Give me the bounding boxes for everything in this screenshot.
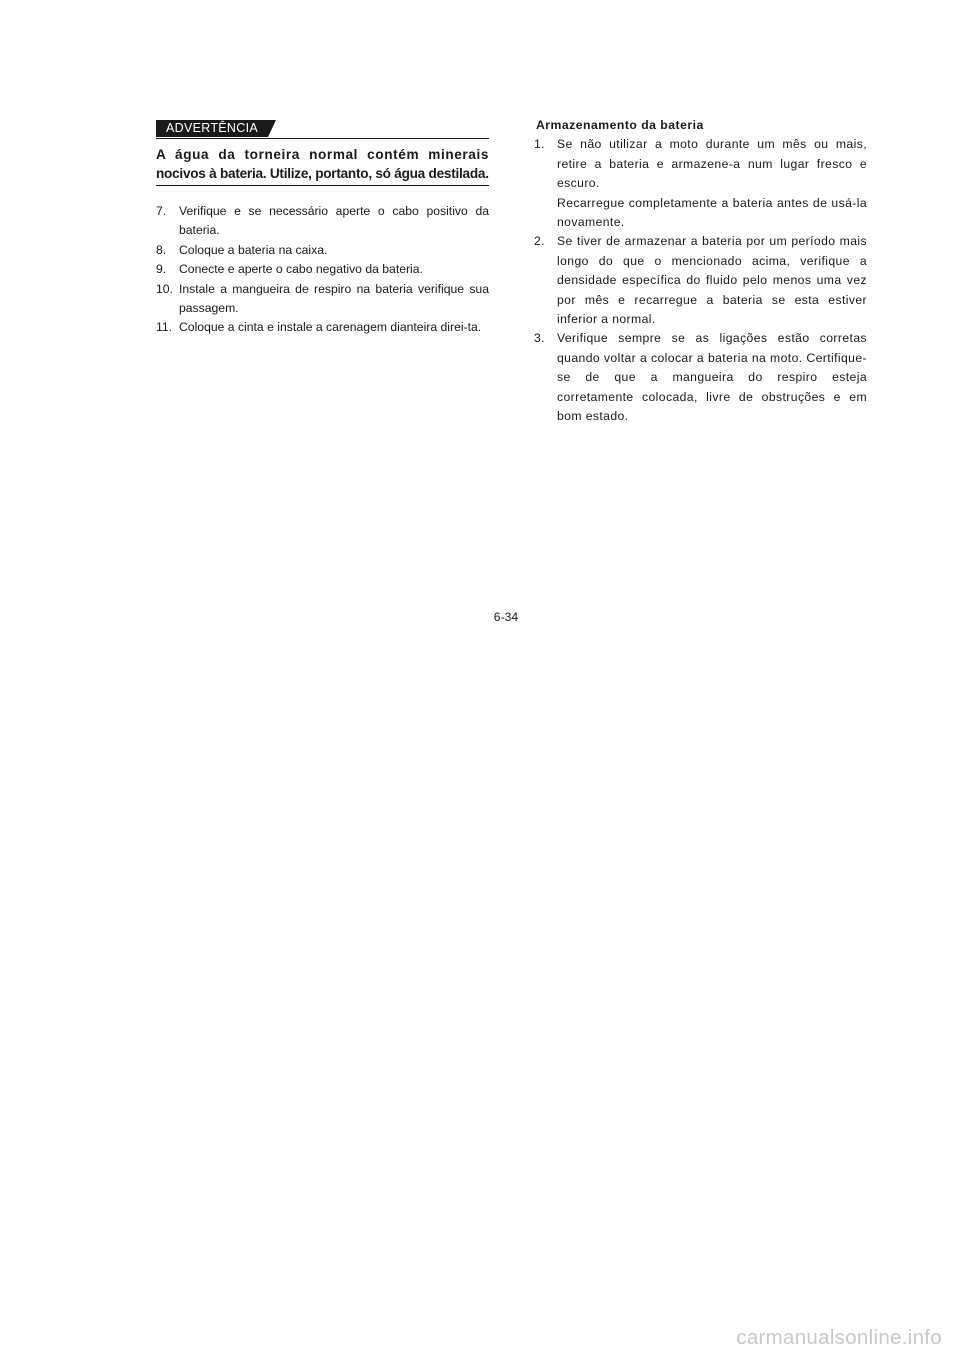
warning-line-1: A água da torneira normal contém minerais [156,147,489,162]
list-item [156,202,489,241]
storage-steps [534,135,867,426]
warning-header [156,116,489,139]
left-column [156,116,489,338]
list-item [156,280,489,319]
section-title: Armazenamento da bateria [536,118,704,132]
item-number: 3. [534,331,545,346]
item-text: Conecte e aperte o cabo negativo da bateria. [179,262,423,277]
item-text: Verifique e se necessário aperte o cabo positivo da bateria. [179,204,489,238]
installation-steps [156,202,489,338]
list-item [156,241,489,260]
item-number: 7. [156,204,167,218]
item-text: Coloque a cinta e instale a carenagem dianteira direi-ta. [179,320,482,335]
item-number: 2. [534,234,545,249]
item-number: 8. [156,242,167,257]
item-text: Coloque a bateria na caixa. [179,242,328,257]
list-item [534,329,867,426]
item-text: Se tiver de armazenar a bateria por um período mais longo do que o mencionado acima, verifique a densidade específica do fluido pelo menos uma vez por mês e recarregue a bateria se esta estiver inferior a normal. [557,234,867,327]
list-item [534,232,867,329]
item-text: Instale a mangueira de respiro na bateria verifique sua passagem. [179,281,489,316]
right-column [534,116,867,427]
item-number: 10. [156,281,173,296]
watermark: carmanualsonline.info [736,1326,942,1349]
page-number: 6-34 [493,610,519,624]
list-item [534,135,867,232]
warning-badge: ADVERTÊNCIA [156,120,268,137]
item-text: Verifique sempre se as ligações estão corretas quando voltar a colocar a bateria na moto. Certifique-se de que a mangueira do respiro esteja corretamente colocada, livre de obstruções e em bom estado. [557,331,867,424]
item-number: 1. [534,137,545,152]
warning-line-2: nocivos à bateria. Utilize, portanto, só água destilada. [156,166,489,181]
item-text: Se não utilizar a moto durante um mês ou mais, retire a bateria e armazene-a num lugar fresco e escuro. [557,137,867,191]
list-item [156,318,489,337]
item-text-continued: Recarregue completamente a bateria antes de usá-la novamente. [557,195,867,230]
list-item [156,260,489,279]
item-number: 9. [156,262,167,277]
warning-text [156,145,489,186]
item-number: 11. [156,320,173,335]
